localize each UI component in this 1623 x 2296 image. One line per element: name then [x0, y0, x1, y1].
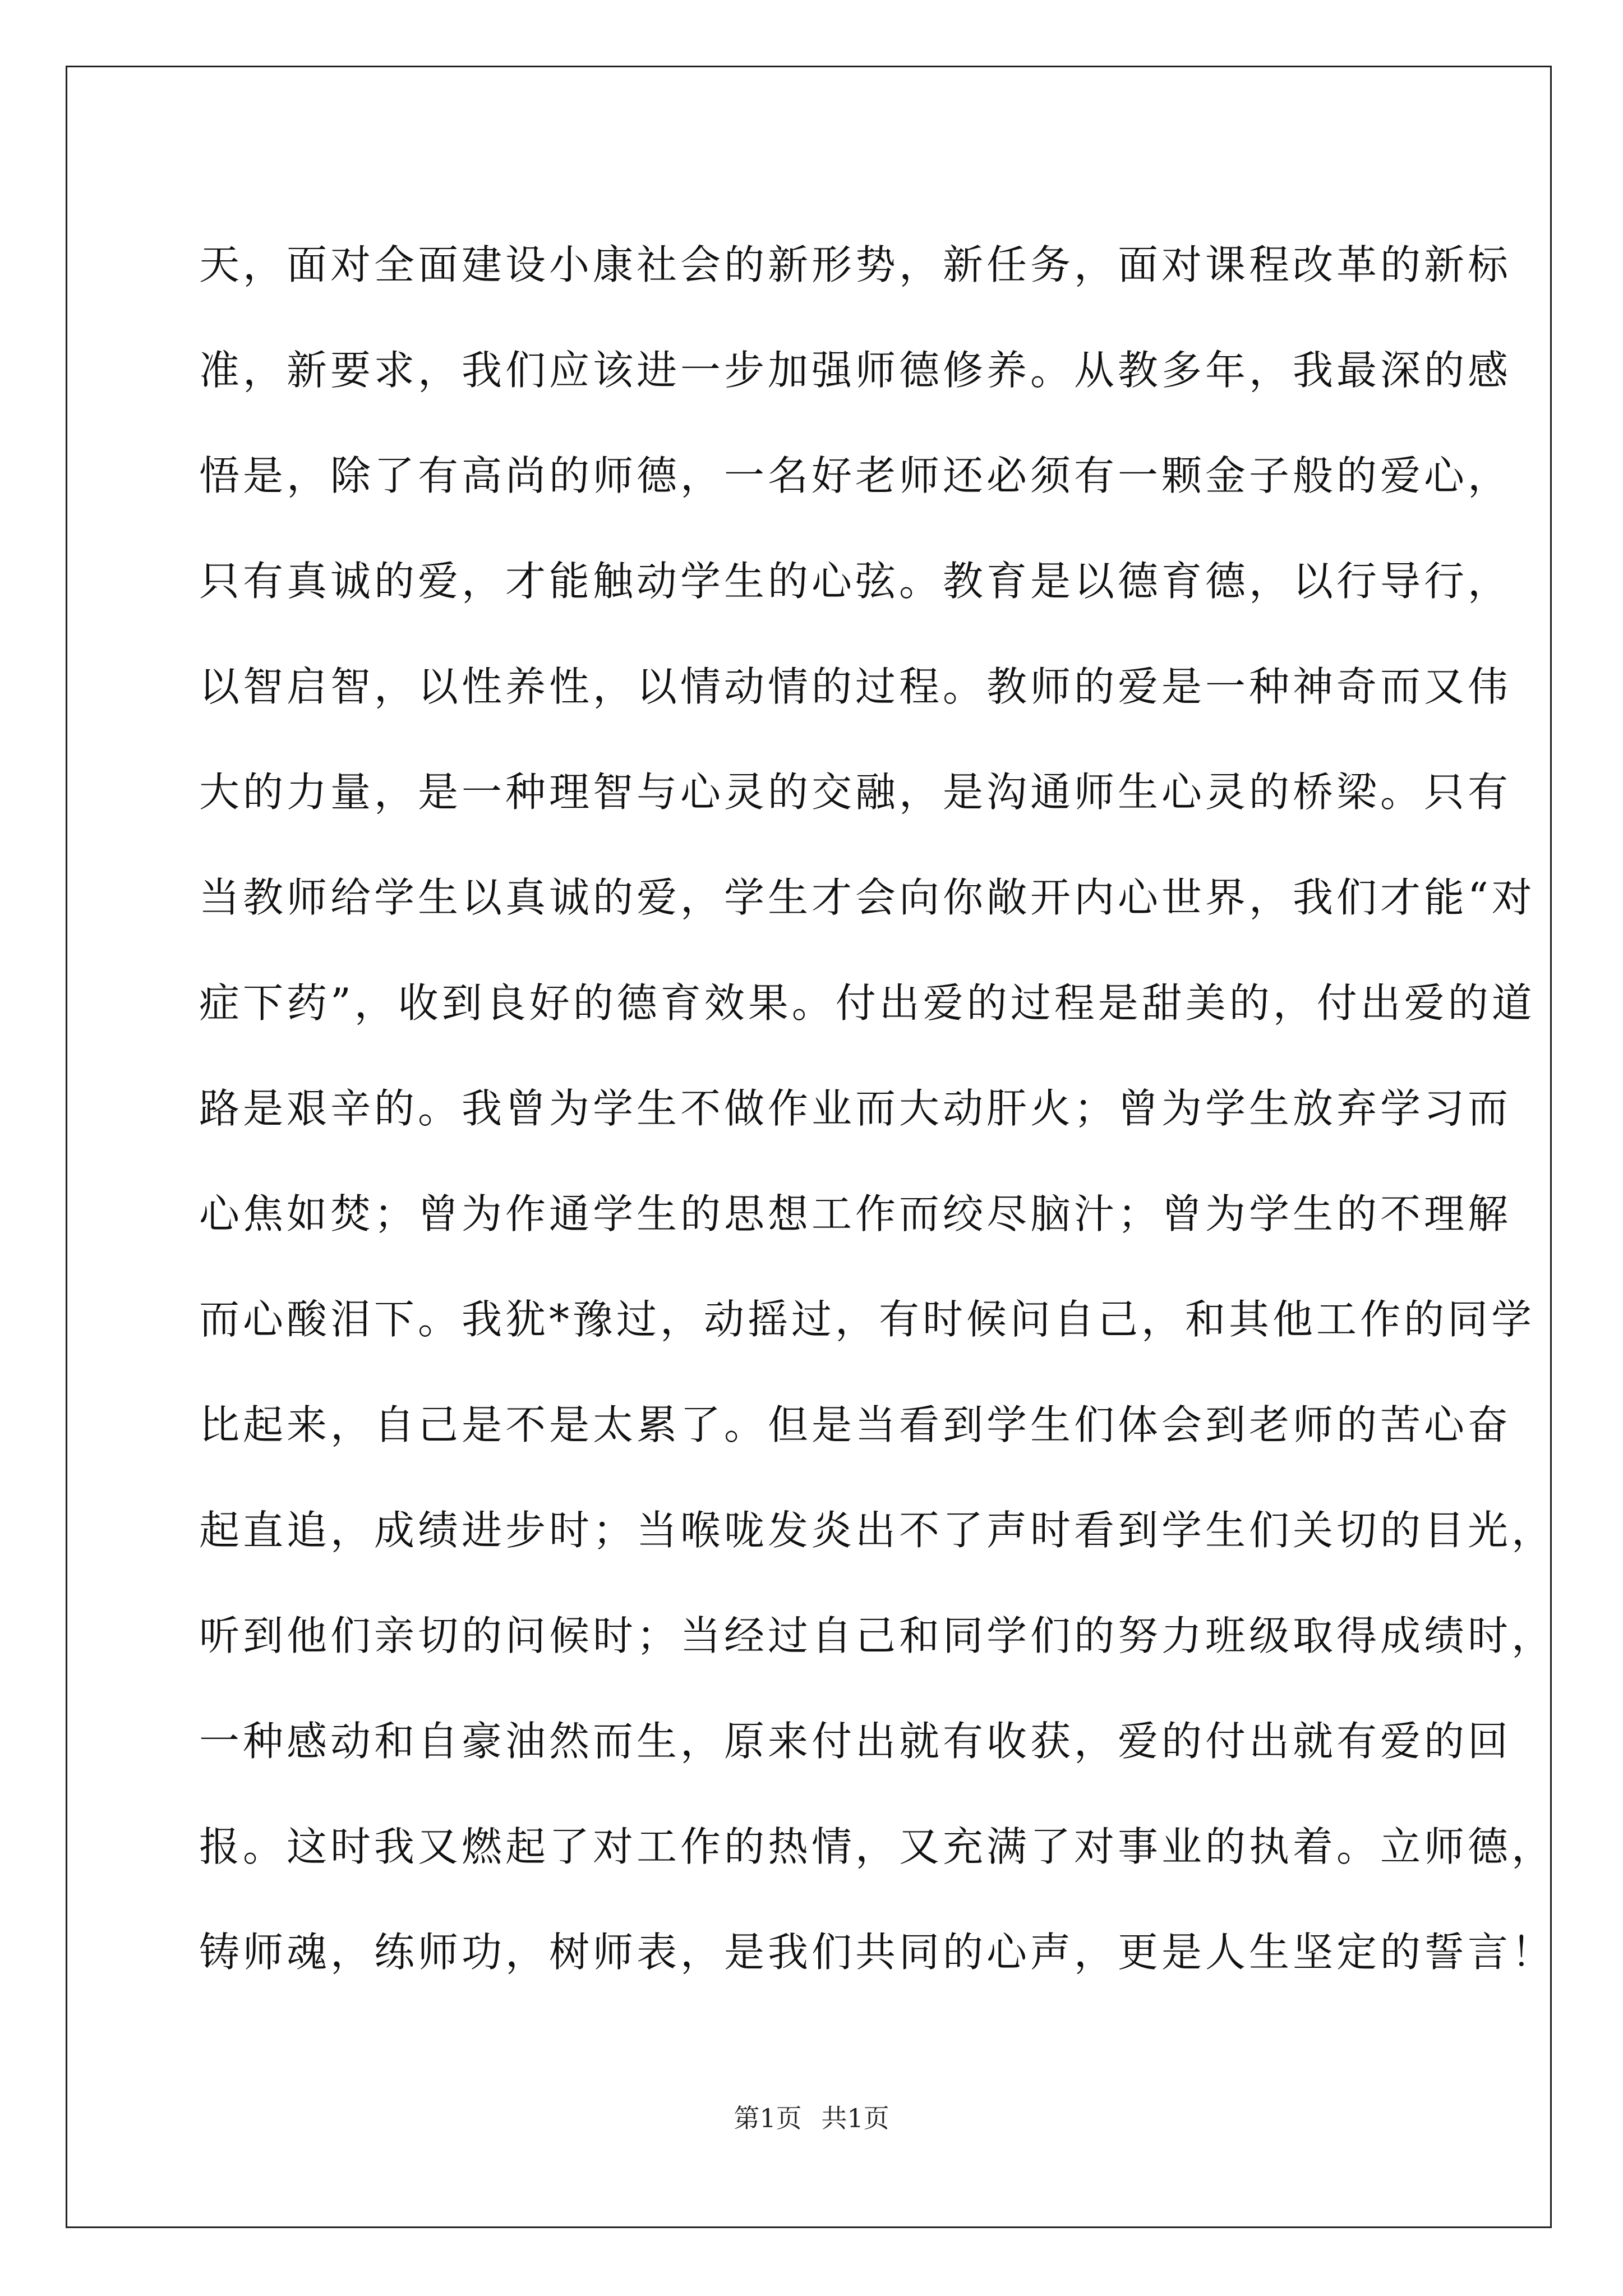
text-line: 铸师魂，练师功，树师表，是我们共同的心声，更是人生坚定的誓言！ — [199, 1929, 1556, 1976]
text-line: 症下药”，收到良好的德育效果。付出爱的过程是甜美的，付出爱的道 — [199, 979, 1536, 1027]
text-line: 报。这时我又燃起了对工作的热情，又充满了对事业的执着。立师德， — [199, 1823, 1556, 1870]
text-line: 悟是，除了有高尚的师德，一名好老师还必须有一颗金子般的爱心， — [199, 452, 1512, 499]
text-line: 心焦如焚；曾为作通学生的思想工作而绞尽脑汁；曾为学生的不理解 — [199, 1190, 1512, 1237]
text-line: 只有真诚的爱，才能触动学生的心弦。教育是以德育德，以行导行， — [199, 558, 1512, 605]
text-line: 一种感动和自豪油然而生，原来付出就有收获，爱的付出就有爱的回 — [199, 1718, 1512, 1765]
page-number-total: 共1页 — [821, 2103, 889, 2133]
document-body — [199, 212, 1556, 2005]
text-line: 准，新要求，我们应该进一步加强师德修养。从教多年，我最深的感 — [199, 347, 1512, 394]
text-line: 大的力量，是一种理智与心灵的交融，是沟通师生心灵的桥梁。只有 — [199, 769, 1512, 816]
text-line: 比起来，自己是不是太累了。但是当看到学生们体会到老师的苦心奋 — [199, 1401, 1512, 1448]
text-line: 天，面对全面建设小康社会的新形势，新任务，面对课程改革的新标 — [199, 241, 1512, 288]
text-line: 起直追，成绩进步时；当喉咙发炎出不了声时看到学生们关切的目光， — [199, 1507, 1556, 1554]
text-line: 以智启智，以性养性，以情动情的过程。教师的爱是一种神奇而又伟 — [199, 663, 1512, 710]
page-number-current: 第1页 — [734, 2103, 802, 2133]
text-line: 路是艰辛的。我曾为学生不做作业而大动肝火；曾为学生放弃学习而 — [199, 1085, 1512, 1132]
text-line: 而心酸泪下。我犹*豫过，动摇过，有时候问自己，和其他工作的同学 — [199, 1296, 1536, 1343]
text-line: 听到他们亲切的问候时；当经过自己和同学们的努力班级取得成绩时， — [199, 1612, 1556, 1659]
page-footer — [0, 2098, 1623, 2135]
text-line: 当教师给学生以真诚的爱，学生才会向你敞开内心世界，我们才能“对 — [199, 874, 1536, 921]
